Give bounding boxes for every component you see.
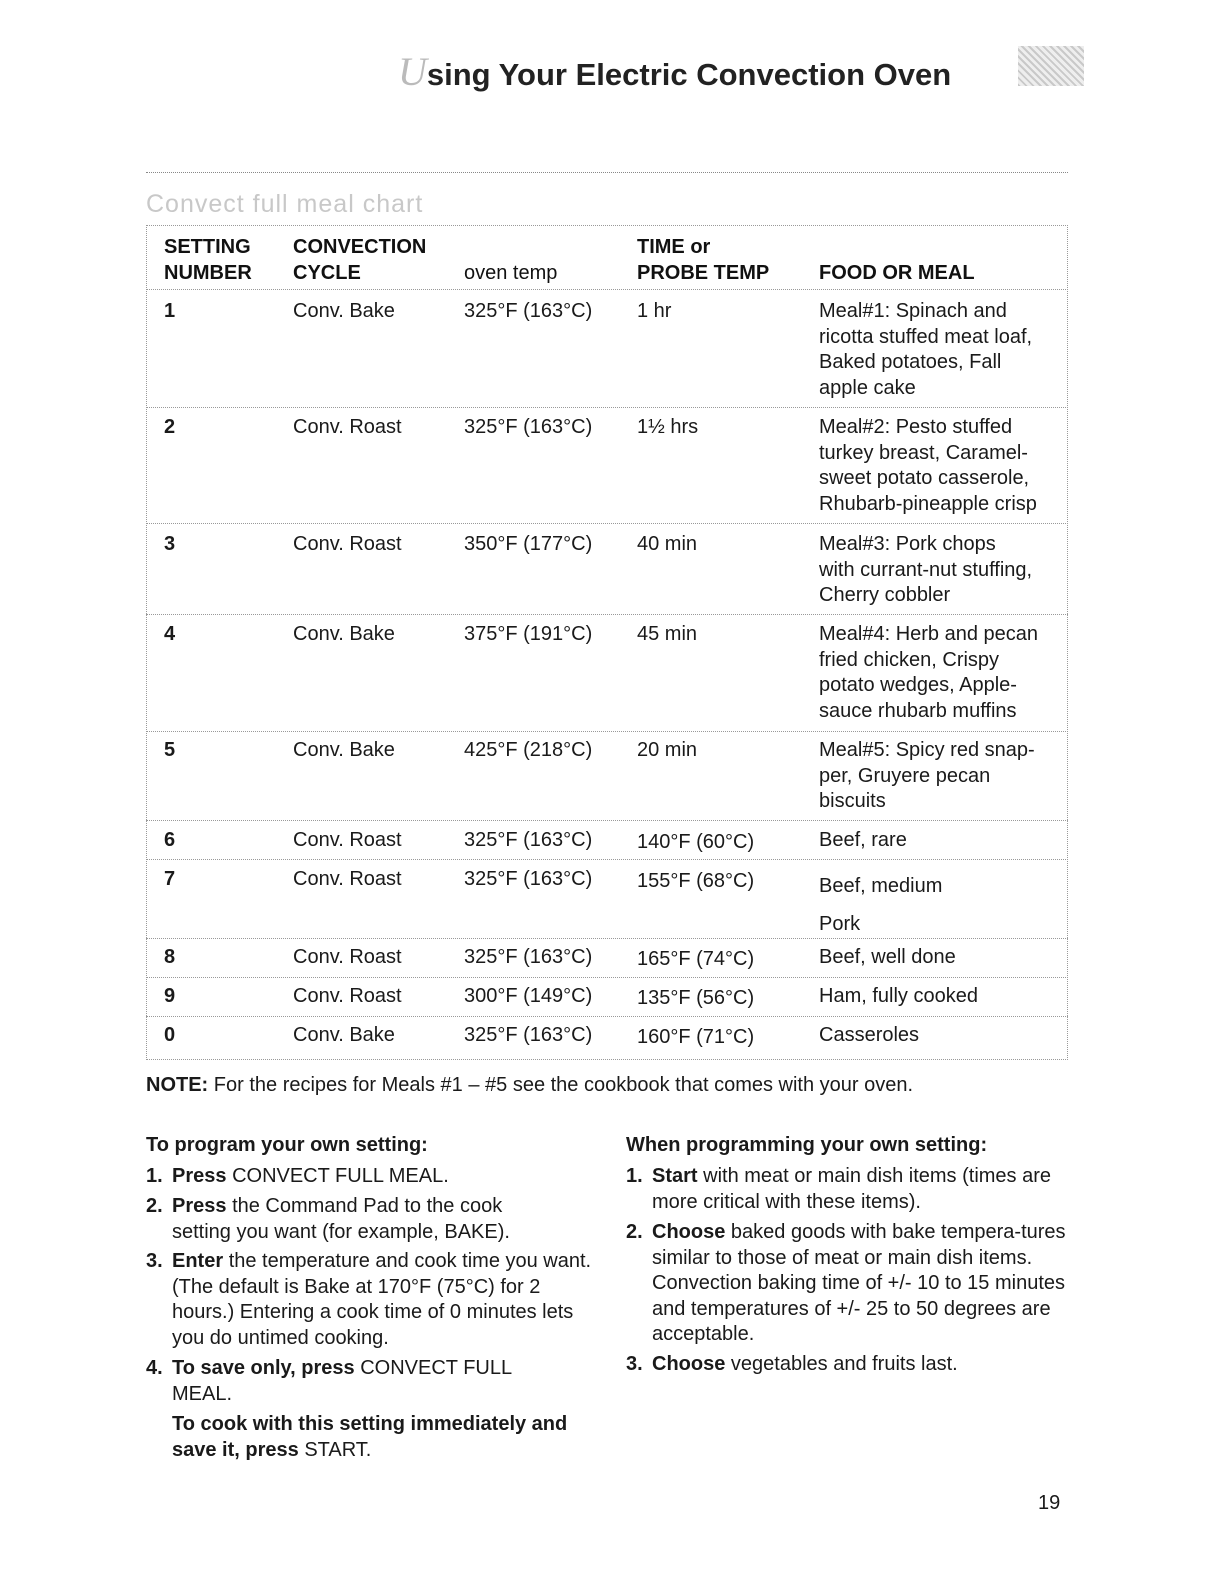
title-rest: sing Your Electric Convection Oven bbox=[426, 57, 952, 92]
header-decoration bbox=[1018, 46, 1084, 86]
section-rule bbox=[146, 172, 1068, 173]
row-4-setting: 4 bbox=[164, 623, 176, 645]
row-6-setting: 6 bbox=[164, 829, 176, 851]
title-initial: U bbox=[398, 49, 427, 94]
program-save-immediate: To cook with this setting immediately and save it, press START. bbox=[172, 1413, 568, 1461]
row-3-setting: 3 bbox=[164, 533, 176, 555]
page-number: 19 bbox=[1038, 1492, 1061, 1514]
row-10-setting: 0 bbox=[164, 1024, 176, 1046]
row-8-oven-temp: 325°F (163°C) bbox=[464, 946, 593, 968]
row-4-food: Meal#4: Herb and pecan fried chicken, Crispy potato wedges, Apple- sauce rhubarb muffins bbox=[819, 623, 1039, 722]
row-1-food: Meal#1: Spinach and ricotta stuffed meat loaf, Baked potatoes, Fall apple cake bbox=[819, 300, 1033, 399]
program-own-heading: To program your own setting: bbox=[146, 1134, 428, 1156]
row-divider bbox=[146, 1016, 1068, 1017]
when-step-3: 3. Choose vegetables and fruits last. bbox=[626, 1353, 958, 1375]
row-2-setting: 2 bbox=[164, 416, 176, 438]
row-7-setting: 7 bbox=[164, 868, 176, 890]
row-3-food: Meal#3: Pork chops with currant-nut stuffing, Cherry cobbler bbox=[819, 533, 1033, 606]
program-step-3: 3. Enter the temperature and cook time you want. (The default is Bake at 170°F (75°C) for 2 hours.) Entering a cook time of 0 minutes lets you do untimed cooking. bbox=[146, 1250, 592, 1349]
row-5-time: 20 min bbox=[637, 739, 698, 761]
row-10-oven-temp: 325°F (163°C) bbox=[464, 1024, 593, 1046]
row-1-time: 1 hr bbox=[637, 300, 672, 322]
row-9-food: Ham, fully cooked bbox=[819, 985, 978, 1007]
row-divider bbox=[146, 859, 1068, 860]
row-1-cycle: Conv. Bake bbox=[293, 300, 395, 322]
when-step-1: 1. Start with meat or main dish items (times are more critical with these items). bbox=[626, 1165, 1052, 1213]
row-7-time: 155°F (68°C) bbox=[637, 870, 755, 892]
row-3-oven-temp: 350°F (177°C) bbox=[464, 533, 593, 555]
row-divider bbox=[146, 289, 1068, 290]
row-2-time: 1½ hrs bbox=[637, 416, 699, 438]
note-label: NOTE: bbox=[146, 1074, 209, 1096]
row-4-time: 45 min bbox=[637, 623, 698, 645]
row-7-food: Beef, medium Pork bbox=[819, 875, 943, 935]
page-title bbox=[398, 48, 998, 95]
row-8-time: 165°F (74°C) bbox=[637, 948, 755, 970]
row-8-food: Beef, well done bbox=[819, 946, 956, 968]
row-divider bbox=[146, 731, 1068, 732]
header-setting-number: SETTING NUMBER bbox=[164, 236, 252, 284]
when-programming-heading: When programming your own setting: bbox=[626, 1134, 988, 1156]
note-text: For the recipes for Meals #1 – #5 see the cookbook that comes with your oven. bbox=[213, 1074, 914, 1096]
row-5-oven-temp: 425°F (218°C) bbox=[464, 739, 593, 761]
program-step-2: 2. Press the Command Pad to the cook setting you want (for example, BAKE). bbox=[146, 1195, 510, 1243]
note bbox=[146, 1074, 913, 1097]
row-1-oven-temp: 325°F (163°C) bbox=[464, 300, 593, 322]
row-9-time: 135°F (56°C) bbox=[637, 987, 755, 1009]
row-10-time: 160°F (71°C) bbox=[637, 1026, 755, 1048]
row-3-time: 40 min bbox=[637, 533, 698, 555]
row-4-oven-temp: 375°F (191°C) bbox=[464, 623, 593, 645]
row-divider bbox=[146, 407, 1068, 408]
row-10-cycle: Conv. Bake bbox=[293, 1024, 395, 1046]
header-time-probe: TIME or PROBE TEMP bbox=[637, 236, 770, 284]
row-6-cycle: Conv. Roast bbox=[293, 829, 402, 851]
header-convection-cycle: CONVECTION CYCLE bbox=[293, 236, 427, 284]
row-5-setting: 5 bbox=[164, 739, 176, 761]
row-6-oven-temp: 325°F (163°C) bbox=[464, 829, 593, 851]
row-5-cycle: Conv. Bake bbox=[293, 739, 395, 761]
row-divider bbox=[146, 614, 1068, 615]
row-2-oven-temp: 325°F (163°C) bbox=[464, 416, 593, 438]
row-divider bbox=[146, 977, 1068, 978]
row-1-setting: 1 bbox=[164, 300, 176, 322]
row-4-cycle: Conv. Bake bbox=[293, 623, 395, 645]
row-10-food: Casseroles bbox=[819, 1024, 920, 1046]
row-6-food: Beef, rare bbox=[819, 829, 907, 851]
row-2-food: Meal#2: Pesto stuffed turkey breast, Caramel- sweet potato casserole, Rhubarb-pineapple crisp bbox=[819, 416, 1037, 515]
row-9-oven-temp: 300°F (149°C) bbox=[464, 985, 593, 1007]
header-oven-temp: oven temp bbox=[464, 262, 558, 284]
row-6-time: 140°F (60°C) bbox=[637, 831, 755, 853]
row-9-setting: 9 bbox=[164, 985, 176, 1007]
row-divider bbox=[146, 820, 1068, 821]
row-8-setting: 8 bbox=[164, 946, 176, 968]
program-step-4: 4. To save only, press CONVECT FULL MEAL. bbox=[146, 1357, 512, 1405]
row-divider bbox=[146, 523, 1068, 524]
when-step-2: 2. Choose baked goods with bake tempera-tures similar to those of meat or main dish items. Convection baking time of +/- 10 to 15 minutes and temperatures of +/- 25 to 50 degrees are acceptable. bbox=[626, 1221, 1066, 1345]
row-5-food: Meal#5: Spicy red snap- per, Gruyere pecan biscuits bbox=[819, 739, 1035, 812]
row-7-oven-temp: 325°F (163°C) bbox=[464, 868, 593, 890]
row-7-cycle: Conv. Roast bbox=[293, 868, 402, 890]
header-food-meal: FOOD OR MEAL bbox=[819, 262, 975, 284]
row-2-cycle: Conv. Roast bbox=[293, 416, 402, 438]
row-3-cycle: Conv. Roast bbox=[293, 533, 402, 555]
row-9-cycle: Conv. Roast bbox=[293, 985, 402, 1007]
program-step-1: 1. Press CONVECT FULL MEAL. bbox=[146, 1165, 449, 1187]
row-8-cycle: Conv. Roast bbox=[293, 946, 402, 968]
chart-title: Convect full meal chart bbox=[146, 190, 424, 218]
